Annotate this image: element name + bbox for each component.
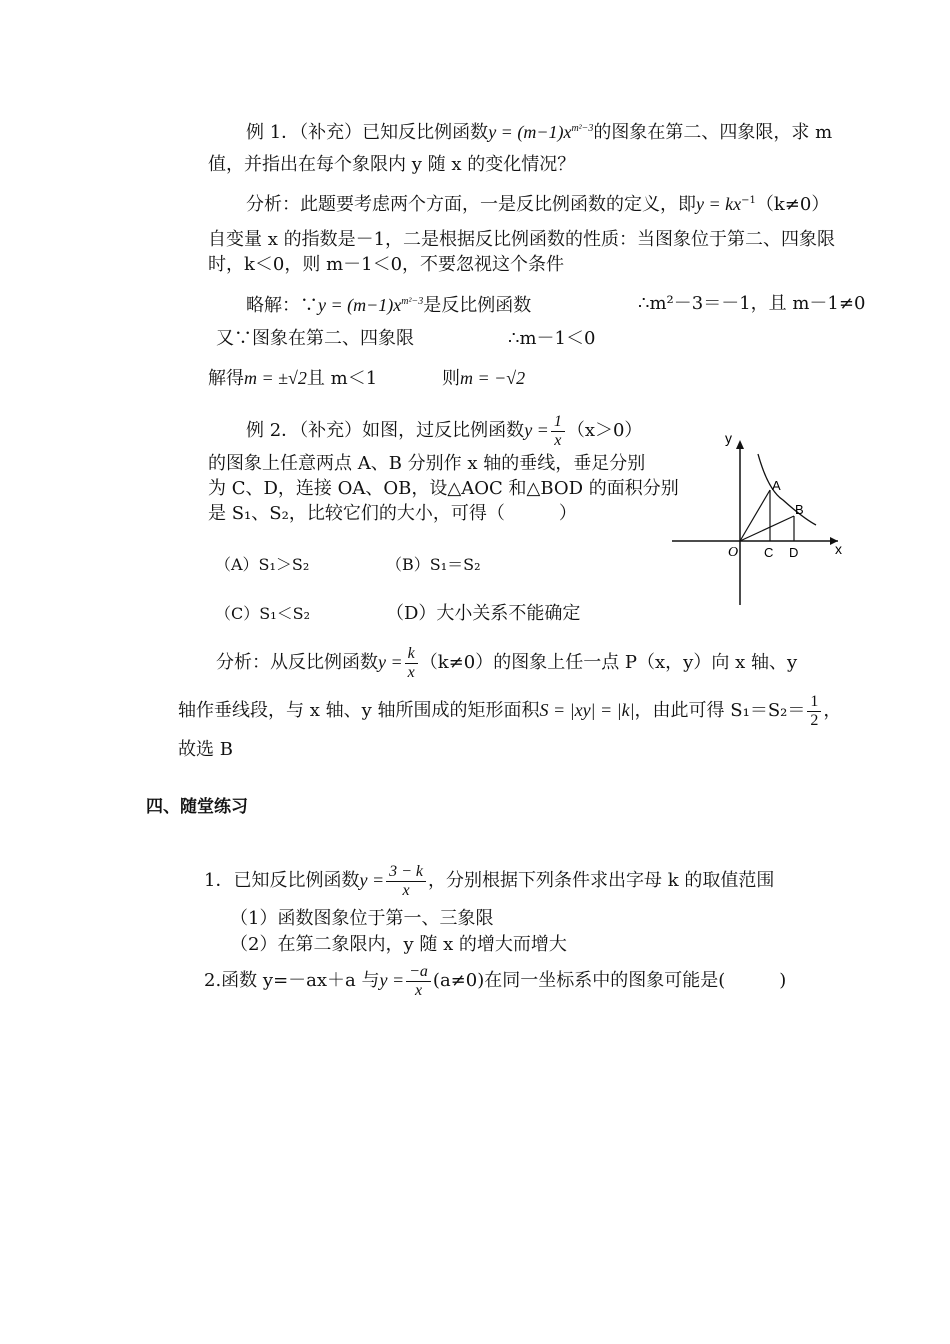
fraction bbox=[405, 645, 418, 682]
text: （x＞0） bbox=[566, 420, 643, 441]
formula: y = kx bbox=[696, 194, 742, 214]
numerator: 1 bbox=[807, 693, 821, 712]
numerator: 3 − k bbox=[386, 863, 426, 882]
formula: y = (m−1)x bbox=[318, 295, 402, 315]
text: ，由此可得 S₁＝S₂＝ bbox=[634, 700, 806, 721]
formula: m = −√2 bbox=[460, 368, 526, 388]
exponent: m²−3 bbox=[571, 123, 594, 134]
text: 是反比例函数 bbox=[423, 295, 532, 316]
denominator: x bbox=[414, 981, 423, 999]
fraction bbox=[406, 963, 431, 1000]
text: 分析：从反比例函数 bbox=[216, 652, 378, 673]
ex2-line3: 为 C、D，连接 OA、OB，设△AOC 和△BOD 的面积分别 bbox=[208, 478, 679, 499]
ex1-line3 bbox=[246, 189, 829, 217]
ex2-line4: 是 S₁、S₂，比较它们的大小，可得（ ） bbox=[208, 503, 577, 524]
point-a-label: A bbox=[772, 478, 781, 493]
ex1-line7a: 又∵图象在第二、四象限 bbox=[216, 328, 414, 349]
formula: y = bbox=[379, 970, 405, 990]
ex2-line1 bbox=[246, 410, 642, 451]
ex2-analysis-line3: 故选 B bbox=[178, 739, 233, 760]
option-d: （D）大小关系不能确定 bbox=[386, 603, 581, 624]
ex1-line6 bbox=[246, 290, 531, 318]
ex1-line7b: ∴m－1＜0 bbox=[508, 328, 596, 349]
hyperbola-curve bbox=[758, 454, 816, 525]
x-label: x bbox=[835, 541, 842, 557]
text: ， bbox=[823, 700, 842, 721]
point-c-label: C bbox=[764, 545, 774, 560]
text: 的图象在第二、四象限，求 m bbox=[593, 122, 833, 143]
exponent: m²−3 bbox=[401, 296, 424, 307]
formula: y = (m−1)x bbox=[488, 122, 572, 142]
formula: y = bbox=[524, 420, 549, 440]
segment-oa bbox=[740, 490, 770, 541]
text: (a≠0)在同一坐标系中的图象可能是( ) bbox=[432, 970, 787, 991]
fraction bbox=[386, 863, 426, 900]
segment-ob bbox=[740, 516, 794, 541]
text: 则 bbox=[442, 368, 460, 389]
ex2-analysis-line1 bbox=[216, 642, 797, 683]
denominator: x bbox=[554, 431, 562, 449]
text: 略解：∵ bbox=[246, 295, 318, 316]
formula: y = bbox=[378, 652, 403, 672]
text: 1．已知反比例函数 bbox=[204, 870, 360, 891]
denominator: x bbox=[407, 663, 415, 681]
text: 2.函数 y=－ax＋a 与 bbox=[204, 970, 380, 991]
formula: y = bbox=[359, 870, 385, 890]
ex2-line2: 的图象上任意两点 A、B 分别作 x 轴的垂线，垂足分别 bbox=[208, 453, 646, 474]
text: 例 2．（补充）如图，过反比例函数 bbox=[246, 420, 525, 441]
fraction bbox=[807, 693, 821, 730]
ex1-line2: 值，并指出在每个象限内 y 随 x 的变化情况？ bbox=[208, 154, 576, 175]
y-label: y bbox=[725, 430, 732, 446]
point-b-label: B bbox=[795, 502, 804, 517]
text: ，分别根据下列条件求出字母 k 的取值范围 bbox=[428, 870, 775, 891]
text: 且 m＜1 bbox=[306, 368, 378, 389]
ex1-line4: 自变量 x 的指数是－1，二是根据反比例函数的性质：当图象位于第二、四象限 bbox=[208, 229, 836, 250]
text: 分析：此题要考虑两个方面，一是反比例函数的定义，即 bbox=[246, 194, 696, 215]
section-heading: 四、随堂练习 bbox=[146, 797, 248, 817]
question-2 bbox=[204, 960, 786, 1001]
denominator: 2 bbox=[810, 711, 819, 729]
hyperbola-graph bbox=[668, 430, 848, 610]
text: 解得 bbox=[208, 368, 244, 389]
formula: m = ±√2 bbox=[244, 368, 307, 388]
ex1-line6c: ∴m²－3＝－1，且 m－1≠0 bbox=[638, 293, 866, 314]
exponent: −1 bbox=[741, 195, 756, 206]
ex1-line8c bbox=[442, 366, 525, 391]
formula: S = |xy| = |k| bbox=[539, 700, 635, 720]
option-b: （B）S₁＝S₂ bbox=[386, 555, 481, 574]
text: 轴作垂线段，与 x 轴、y 轴所围成的矩形面积 bbox=[178, 700, 540, 721]
text: （k≠0） bbox=[755, 194, 830, 215]
ex1-line5: 时，k＜0，则 m－1＜0，不要忽视这个条件 bbox=[208, 254, 565, 275]
text: （k≠0）的图象上任一点 P（x，y）向 x 轴、y bbox=[419, 652, 798, 673]
option-a: （A）S₁＞S₂ bbox=[215, 555, 310, 574]
numerator: 1 bbox=[551, 413, 565, 432]
ex2-analysis-line2 bbox=[178, 690, 841, 731]
denominator: x bbox=[402, 881, 410, 899]
numerator: −a bbox=[406, 963, 431, 982]
ex1-line1 bbox=[246, 117, 832, 145]
numerator: k bbox=[405, 645, 418, 664]
origin-label: O bbox=[728, 545, 739, 560]
question-1 bbox=[204, 860, 774, 901]
question-1-part-2: （2）在第二象限内，y 随 x 的增大而增大 bbox=[230, 934, 567, 955]
point-d-label: D bbox=[789, 545, 799, 560]
option-c: （C）S₁＜S₂ bbox=[215, 604, 310, 623]
y-axis-arrow bbox=[736, 440, 744, 449]
ex1-line8 bbox=[208, 366, 377, 391]
fraction bbox=[551, 413, 565, 450]
question-1-part-1: （1）函数图象位于第一、三象限 bbox=[230, 908, 494, 929]
text: 例 1．（补充）已知反比例函数 bbox=[246, 122, 489, 143]
